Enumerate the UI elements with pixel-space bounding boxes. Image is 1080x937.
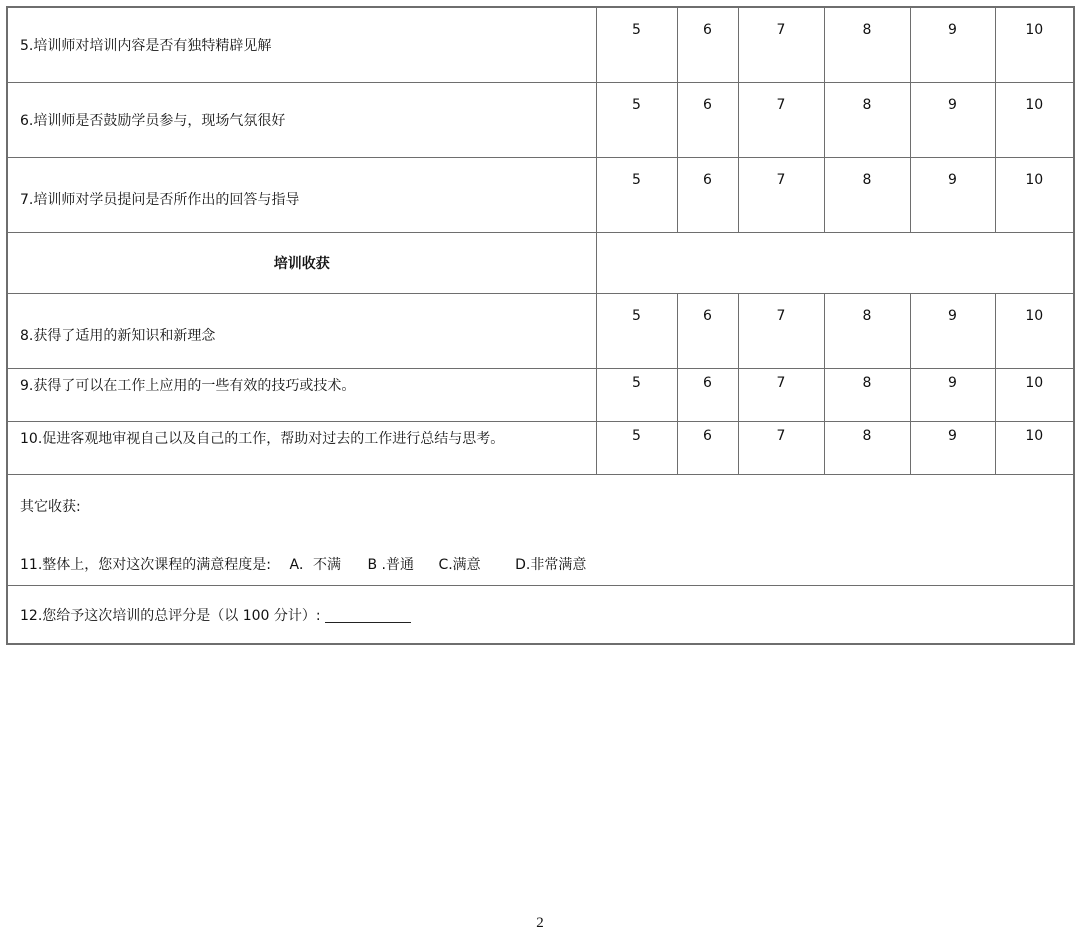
score-option-5[interactable]: 5 xyxy=(596,158,677,233)
overall-satisfaction-line xyxy=(20,554,1073,574)
score-option-10[interactable]: 10 xyxy=(995,369,1074,422)
other-gains-cell[interactable] xyxy=(7,475,1074,586)
score-option-8[interactable]: 8 xyxy=(824,7,910,83)
total-score-label: 12.您给予这次培训的总评分是（以 100 分计）: xyxy=(20,607,321,624)
total-score-cell xyxy=(7,586,1074,645)
score-option-9[interactable]: 9 xyxy=(910,369,995,422)
overall-satisfaction-question: 11.整体上，您对这次课程的满意程度是: xyxy=(20,557,271,573)
question-label: 10.促进客观地审视自己以及自己的工作，帮助对过去的工作进行总结与思考。 xyxy=(7,422,596,475)
score-option-6[interactable]: 6 xyxy=(677,422,738,475)
score-option-8[interactable]: 8 xyxy=(824,294,910,369)
section-title: 培训收获 xyxy=(7,233,596,294)
question-label: 8.获得了适用的新知识和新理念 xyxy=(7,294,596,369)
score-option-8[interactable]: 8 xyxy=(824,422,910,475)
question-row-10 xyxy=(7,422,1074,475)
score-option-9[interactable]: 9 xyxy=(910,422,995,475)
question-row-8 xyxy=(7,294,1074,369)
option-d[interactable]: D.非常满意 xyxy=(515,557,587,573)
option-c[interactable]: C.满意 xyxy=(438,557,481,573)
question-row-6 xyxy=(7,83,1074,158)
score-option-7[interactable]: 7 xyxy=(738,294,824,369)
score-option-7[interactable]: 7 xyxy=(738,158,824,233)
question-label: 6.培训师是否鼓励学员参与，现场气氛很好 xyxy=(7,83,596,158)
score-option-5[interactable]: 5 xyxy=(596,294,677,369)
score-option-10[interactable]: 10 xyxy=(995,7,1074,83)
score-option-9[interactable]: 9 xyxy=(910,7,995,83)
other-gains-row xyxy=(7,475,1074,586)
score-option-8[interactable]: 8 xyxy=(824,158,910,233)
question-label: 5.培训师对培训内容是否有独特精辟见解 xyxy=(7,7,596,83)
section-empty-cell xyxy=(596,233,1074,294)
question-label: 7.培训师对学员提问是否所作出的回答与指导 xyxy=(7,158,596,233)
score-option-6[interactable]: 6 xyxy=(677,294,738,369)
score-option-10[interactable]: 10 xyxy=(995,158,1074,233)
question-row-5 xyxy=(7,7,1074,83)
score-option-6[interactable]: 6 xyxy=(677,369,738,422)
total-score-blank[interactable] xyxy=(325,608,411,623)
score-option-9[interactable]: 9 xyxy=(910,294,995,369)
evaluation-table xyxy=(6,6,1075,645)
total-score-row xyxy=(7,586,1074,645)
score-option-9[interactable]: 9 xyxy=(910,83,995,158)
score-option-5[interactable]: 5 xyxy=(596,369,677,422)
score-option-6[interactable]: 6 xyxy=(677,7,738,83)
score-option-5[interactable]: 5 xyxy=(596,83,677,158)
question-row-9 xyxy=(7,369,1074,422)
section-row xyxy=(7,233,1074,294)
score-option-7[interactable]: 7 xyxy=(738,83,824,158)
score-option-7[interactable]: 7 xyxy=(738,369,824,422)
option-b[interactable]: B .普通 xyxy=(367,557,414,573)
score-option-10[interactable]: 10 xyxy=(995,294,1074,369)
question-label: 9.获得了可以在工作上应用的一些有效的技巧或技术。 xyxy=(7,369,596,422)
score-option-6[interactable]: 6 xyxy=(677,158,738,233)
page-number: 2 xyxy=(536,915,544,931)
other-gains-label: 其它收获: xyxy=(20,499,81,515)
score-option-6[interactable]: 6 xyxy=(677,83,738,158)
score-option-5[interactable]: 5 xyxy=(596,422,677,475)
option-a[interactable]: A．不满 xyxy=(289,557,342,573)
question-row-7 xyxy=(7,158,1074,233)
score-option-5[interactable]: 5 xyxy=(596,7,677,83)
score-option-8[interactable]: 8 xyxy=(824,83,910,158)
score-option-9[interactable]: 9 xyxy=(910,158,995,233)
score-option-7[interactable]: 7 xyxy=(738,422,824,475)
score-option-7[interactable]: 7 xyxy=(738,7,824,83)
score-option-8[interactable]: 8 xyxy=(824,369,910,422)
score-option-10[interactable]: 10 xyxy=(995,83,1074,158)
score-option-10[interactable]: 10 xyxy=(995,422,1074,475)
